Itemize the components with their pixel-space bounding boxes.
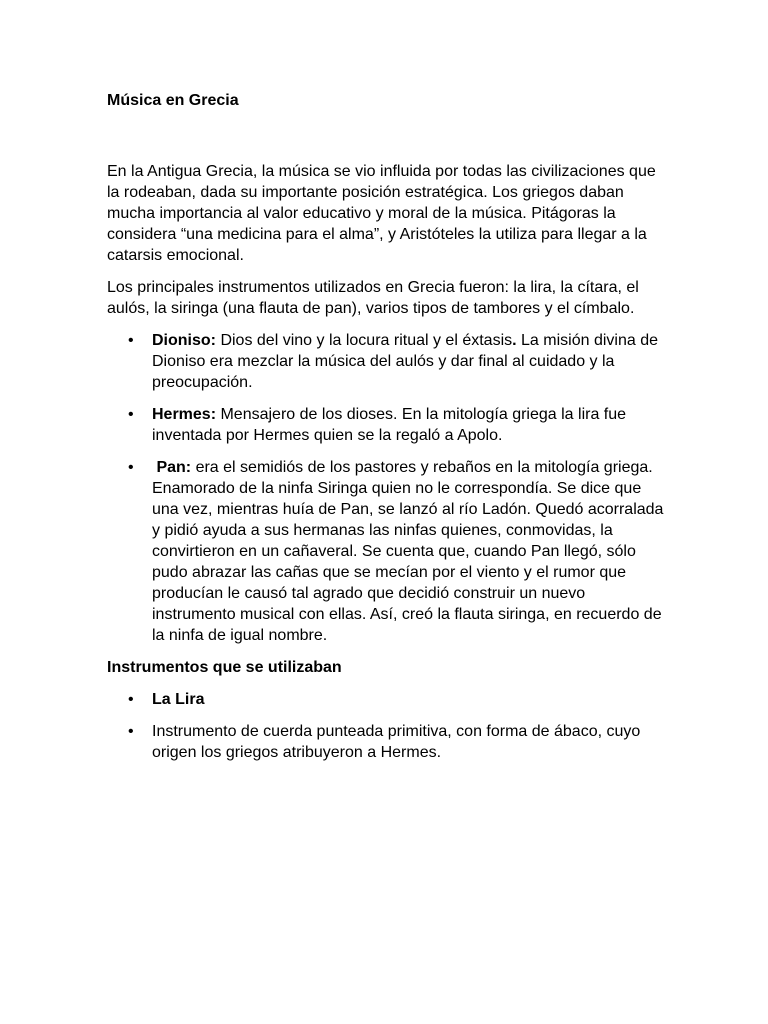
- bullet-icon: •: [128, 332, 134, 349]
- instrument-name: La Lira: [152, 691, 205, 708]
- list-item-lira-description: [107, 721, 668, 763]
- instrument-description: Instrumento de cuerda punteada primitiva, con forma de ábaco, cuyo origen los griegos atribuyeron a Hermes.: [152, 723, 641, 761]
- instruments-paragraph: Los principales instrumentos utilizados en Grecia fueron: la lira, la cítara, el aulós, la siringa (una flauta de pan), varios tipos de tambores y el címbalo.: [107, 279, 639, 317]
- list-item-dioniso: [107, 330, 668, 393]
- list-item-hermes: [107, 404, 668, 446]
- bullet-icon: •: [128, 406, 134, 423]
- list-item-pan: [107, 457, 668, 646]
- list-item-lira: [107, 689, 668, 710]
- instruments-heading: Instrumentos que se utilizaban: [107, 659, 342, 676]
- god-description-continued: La misión divina de Dioniso era mezclar la música del aulós y dar final al cuidado y la preocupación.: [152, 332, 658, 391]
- intro-paragraph: En la Antigua Grecia, la música se vio influida por todas las civilizaciones que la rodeaban, dada su importante posición estratégica. Los griegos daban mucha importancia al valor educativo y moral de la música. Pitágoras la considera “una medicina para el alma”, y Aristóteles la utiliza para llegar a la catarsis emocional.: [107, 163, 656, 264]
- god-name: Pan:: [152, 459, 192, 476]
- bullet-icon: •: [128, 723, 134, 740]
- god-description-bold-period: .: [512, 332, 517, 349]
- document-title: Música en Grecia: [107, 92, 239, 109]
- god-description: Dios del vino y la locura ritual y el éxtasis: [216, 332, 513, 349]
- god-description: era el semidiós de los pastores y rebaños en la mitología griega. Enamorado de la ninfa Siringa quien no le correspondía. Se dice que una vez, mientras huía de Pan, se lanzó al río Ladón. Quedó acorralada y pidió ayuda a sus hermanas las ninfas quienes, conmovidas, la convirtieron en un cañaveral. Se cuenta que, cuando Pan llegó, sólo pudo abrazar las cañas que se mecían por el viento y el rumor que producían le causó tal agrado que decidió construir un nuevo instrumento musical con ellas. Así, creó la flauta siringa, en recuerdo de la ninfa de igual nombre.: [152, 459, 664, 644]
- instruments-list: [107, 689, 668, 763]
- god-description: Mensajero de los dioses. En la mitología griega la lira fue inventada por Hermes quien se la regaló a Apolo.: [152, 406, 627, 444]
- gods-list: [107, 330, 668, 646]
- bullet-icon: •: [128, 691, 134, 708]
- bullet-icon: •: [128, 459, 134, 476]
- god-name: Hermes:: [152, 406, 217, 423]
- god-name: Dioniso:: [152, 332, 216, 349]
